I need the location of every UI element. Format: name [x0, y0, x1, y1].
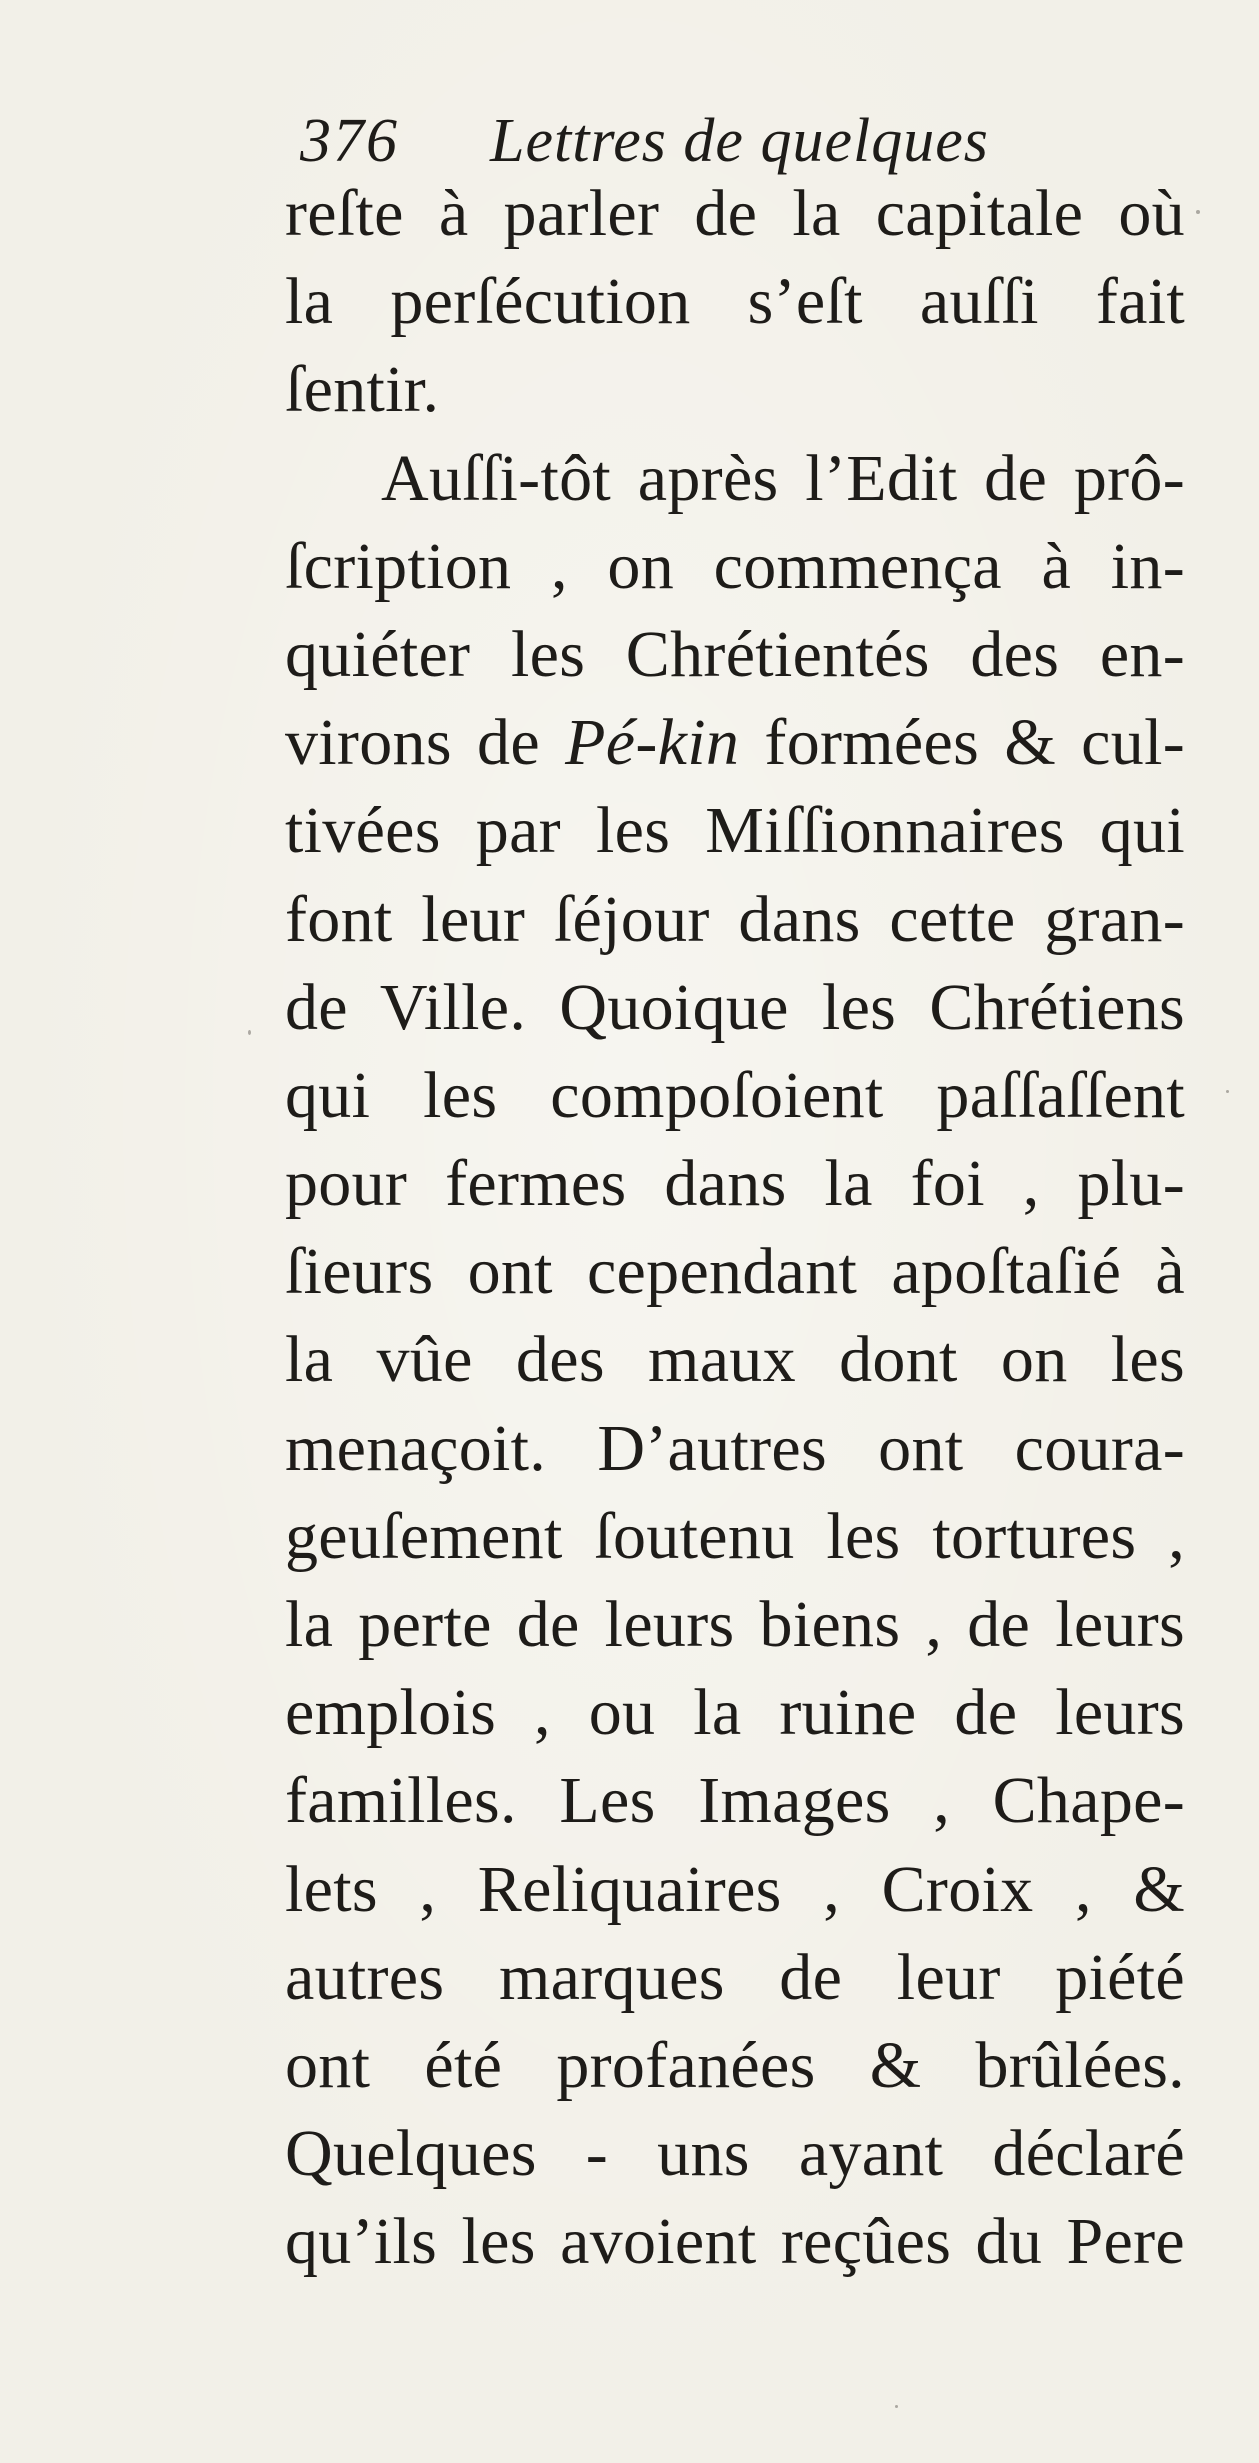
text-line: autres marques de leur piété [285, 1940, 1185, 2014]
text-line: reſte à parler de la capitale où [285, 177, 1185, 250]
text-line: qui les compoſoient paſſaſſent [285, 1058, 1185, 1132]
body-text [285, 170, 1185, 2287]
text-line: geuſement ſoutenu les tortures , [285, 1499, 1185, 1573]
page-number: 376 [300, 107, 399, 175]
paper-speck [248, 1030, 251, 1035]
text-line: emplois , ou la ruine de leurs [285, 1676, 1185, 1750]
text-line: ſcription , on commença à in- [285, 529, 1185, 603]
text-line: lets , Reliquaires , Croix , & [285, 1852, 1185, 1926]
text-line: ont été profanées & brûlées. [285, 2028, 1185, 2102]
paper-speck [1196, 210, 1200, 214]
text-segment: formées & cul- [764, 706, 1185, 780]
text-line: tivées par les Miſſionnaires qui [285, 794, 1185, 868]
text-line: font leur ſéjour dans cette gran- [285, 882, 1185, 956]
text-line: menaçoit. D’autres ont coura- [285, 1411, 1185, 1485]
text-line: pour fermes dans la foi , plu- [285, 1147, 1185, 1221]
place-name: Pé-kin [565, 706, 740, 780]
running-title: Lettres de quelques [490, 107, 989, 175]
text-line: de Ville. Quoique les Chrétiens [285, 970, 1185, 1044]
text-line: la vûe des maux dont on les [285, 1323, 1185, 1397]
text-line [285, 699, 1185, 787]
text-line: ſieurs ont cependant apoſtaſié à [285, 1235, 1185, 1309]
text-line: quiéter les Chrétientés des en- [285, 617, 1185, 691]
paper-speck [1226, 1090, 1229, 1093]
text-line: la perſécution s’eſt auſſi fait [285, 265, 1185, 339]
text-line: ſentir. [285, 353, 440, 427]
text-line: Auſſi-tôt après l’Edit de prô- [381, 441, 1185, 515]
paper-speck [895, 2405, 898, 2408]
text-line: qu’ils les avoient reçûes du Pere [285, 2205, 1185, 2279]
text-line: la perte de leurs biens , de leurs [285, 1588, 1185, 1661]
text-line: familles. Les Images , Chape- [285, 1764, 1185, 1838]
text-line: Quelques - uns ayant déclaré [285, 2117, 1185, 2191]
text-segment: virons de [285, 706, 540, 780]
